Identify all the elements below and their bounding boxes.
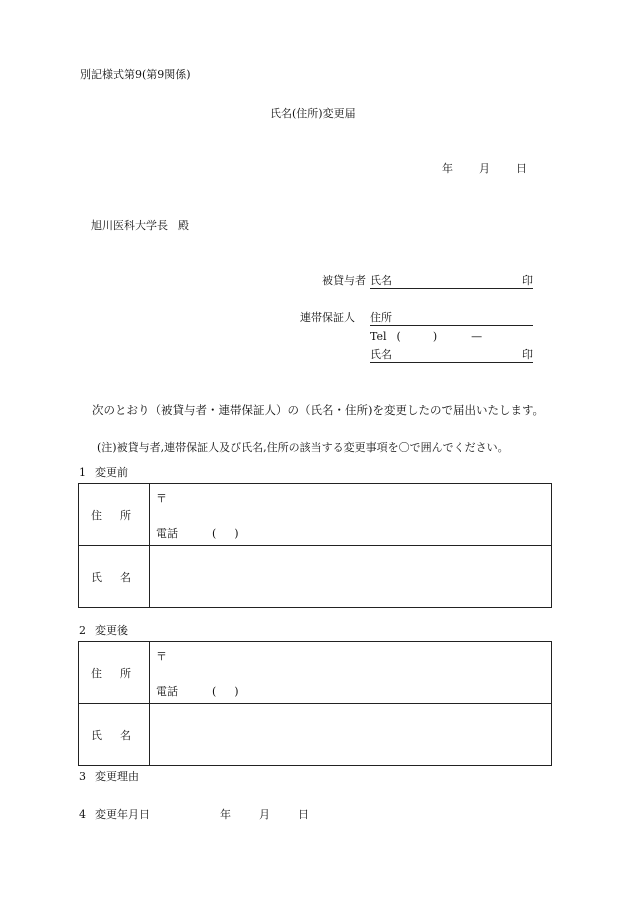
address-label-char1: 住 (91, 666, 102, 680)
address-label-char2: 所 (120, 508, 131, 522)
name-label-char1: 氏 (91, 728, 102, 742)
address-label-char2: 所 (120, 666, 131, 680)
phone-open: ( (212, 685, 217, 698)
change-date-month: 月 (259, 808, 270, 821)
before-address-cell[interactable] (150, 484, 552, 546)
form-number: 別記様式第9(第9関係) (80, 68, 191, 81)
section-number: 2 (79, 624, 86, 637)
guarantor-role-label: 連帯保証人 (300, 311, 355, 324)
borrower-name-field[interactable] (370, 274, 533, 289)
change-date-day: 日 (298, 808, 309, 821)
after-change-table (78, 641, 552, 766)
section-number: 3 (79, 770, 86, 783)
section-after-heading (79, 624, 128, 638)
name-label-char2: 名 (120, 570, 131, 584)
borrower-name-label: 氏名 (370, 274, 392, 287)
section-title: 変更後 (95, 624, 128, 637)
address-header-cell (79, 484, 150, 546)
guarantor-tel-close: ) (432, 330, 438, 343)
date-year-label: 年 (442, 162, 453, 175)
section-before-heading (79, 466, 128, 480)
instruction-note: (注)被貸与者,連帯保証人及び氏名,住所の該当する変更事項を〇で囲んでください。 (97, 441, 509, 454)
borrower-role-label: 被貸与者 (322, 274, 366, 287)
borrower-seal-mark: 印 (522, 274, 533, 287)
section-number: 4 (79, 808, 86, 821)
section-title: 変更年月日 (95, 808, 150, 821)
guarantor-address-label: 住所 (370, 311, 392, 324)
section-title: 変更前 (95, 466, 128, 479)
guarantor-tel-dash: — (471, 330, 483, 343)
section-title: 変更理由 (95, 770, 139, 783)
guarantor-seal-mark: 印 (522, 348, 533, 361)
phone-field (156, 525, 239, 541)
phone-label: 電話 (156, 685, 178, 698)
addressee-honorific: 殿 (178, 219, 189, 232)
guarantor-name-label: 氏名 (370, 348, 392, 361)
addressee-name: 旭川医科大学長 (91, 219, 168, 232)
name-header-cell (79, 704, 150, 766)
phone-field (156, 683, 239, 699)
after-name-cell[interactable] (150, 704, 552, 766)
document-title: 氏名(住所)変更届 (270, 107, 356, 120)
date-month-label: 月 (479, 162, 490, 175)
address-label-char1: 住 (91, 508, 102, 522)
guarantor-name-field[interactable] (370, 348, 533, 363)
phone-label: 電話 (156, 527, 178, 540)
phone-close: ) (234, 685, 239, 698)
section-change-date (79, 808, 309, 822)
section-number: 1 (79, 466, 86, 479)
guarantor-tel-open: ( (396, 330, 401, 343)
before-name-cell[interactable] (150, 546, 552, 608)
postal-mark: 〒 (156, 492, 167, 505)
addressee (91, 219, 189, 233)
address-header-cell (79, 642, 150, 704)
name-label-char1: 氏 (91, 570, 102, 584)
notice-statement: 次のとおり（被貸与者・連帯保証人）の（氏名・住所)を変更したので届出いたします。 (92, 403, 545, 417)
phone-close: ) (234, 527, 239, 540)
after-address-cell[interactable] (150, 642, 552, 704)
guarantor-tel-field[interactable] (370, 330, 482, 344)
change-date-year: 年 (220, 808, 231, 821)
guarantor-address-field[interactable] (370, 311, 533, 326)
postal-mark: 〒 (156, 650, 167, 663)
phone-open: ( (212, 527, 217, 540)
section-reason-heading (79, 770, 139, 784)
date-day-label: 日 (516, 162, 527, 175)
name-label-char2: 名 (120, 728, 131, 742)
before-change-table (78, 483, 552, 608)
submission-date (442, 162, 527, 176)
name-header-cell (79, 546, 150, 608)
guarantor-tel-label: Tel (370, 330, 387, 343)
